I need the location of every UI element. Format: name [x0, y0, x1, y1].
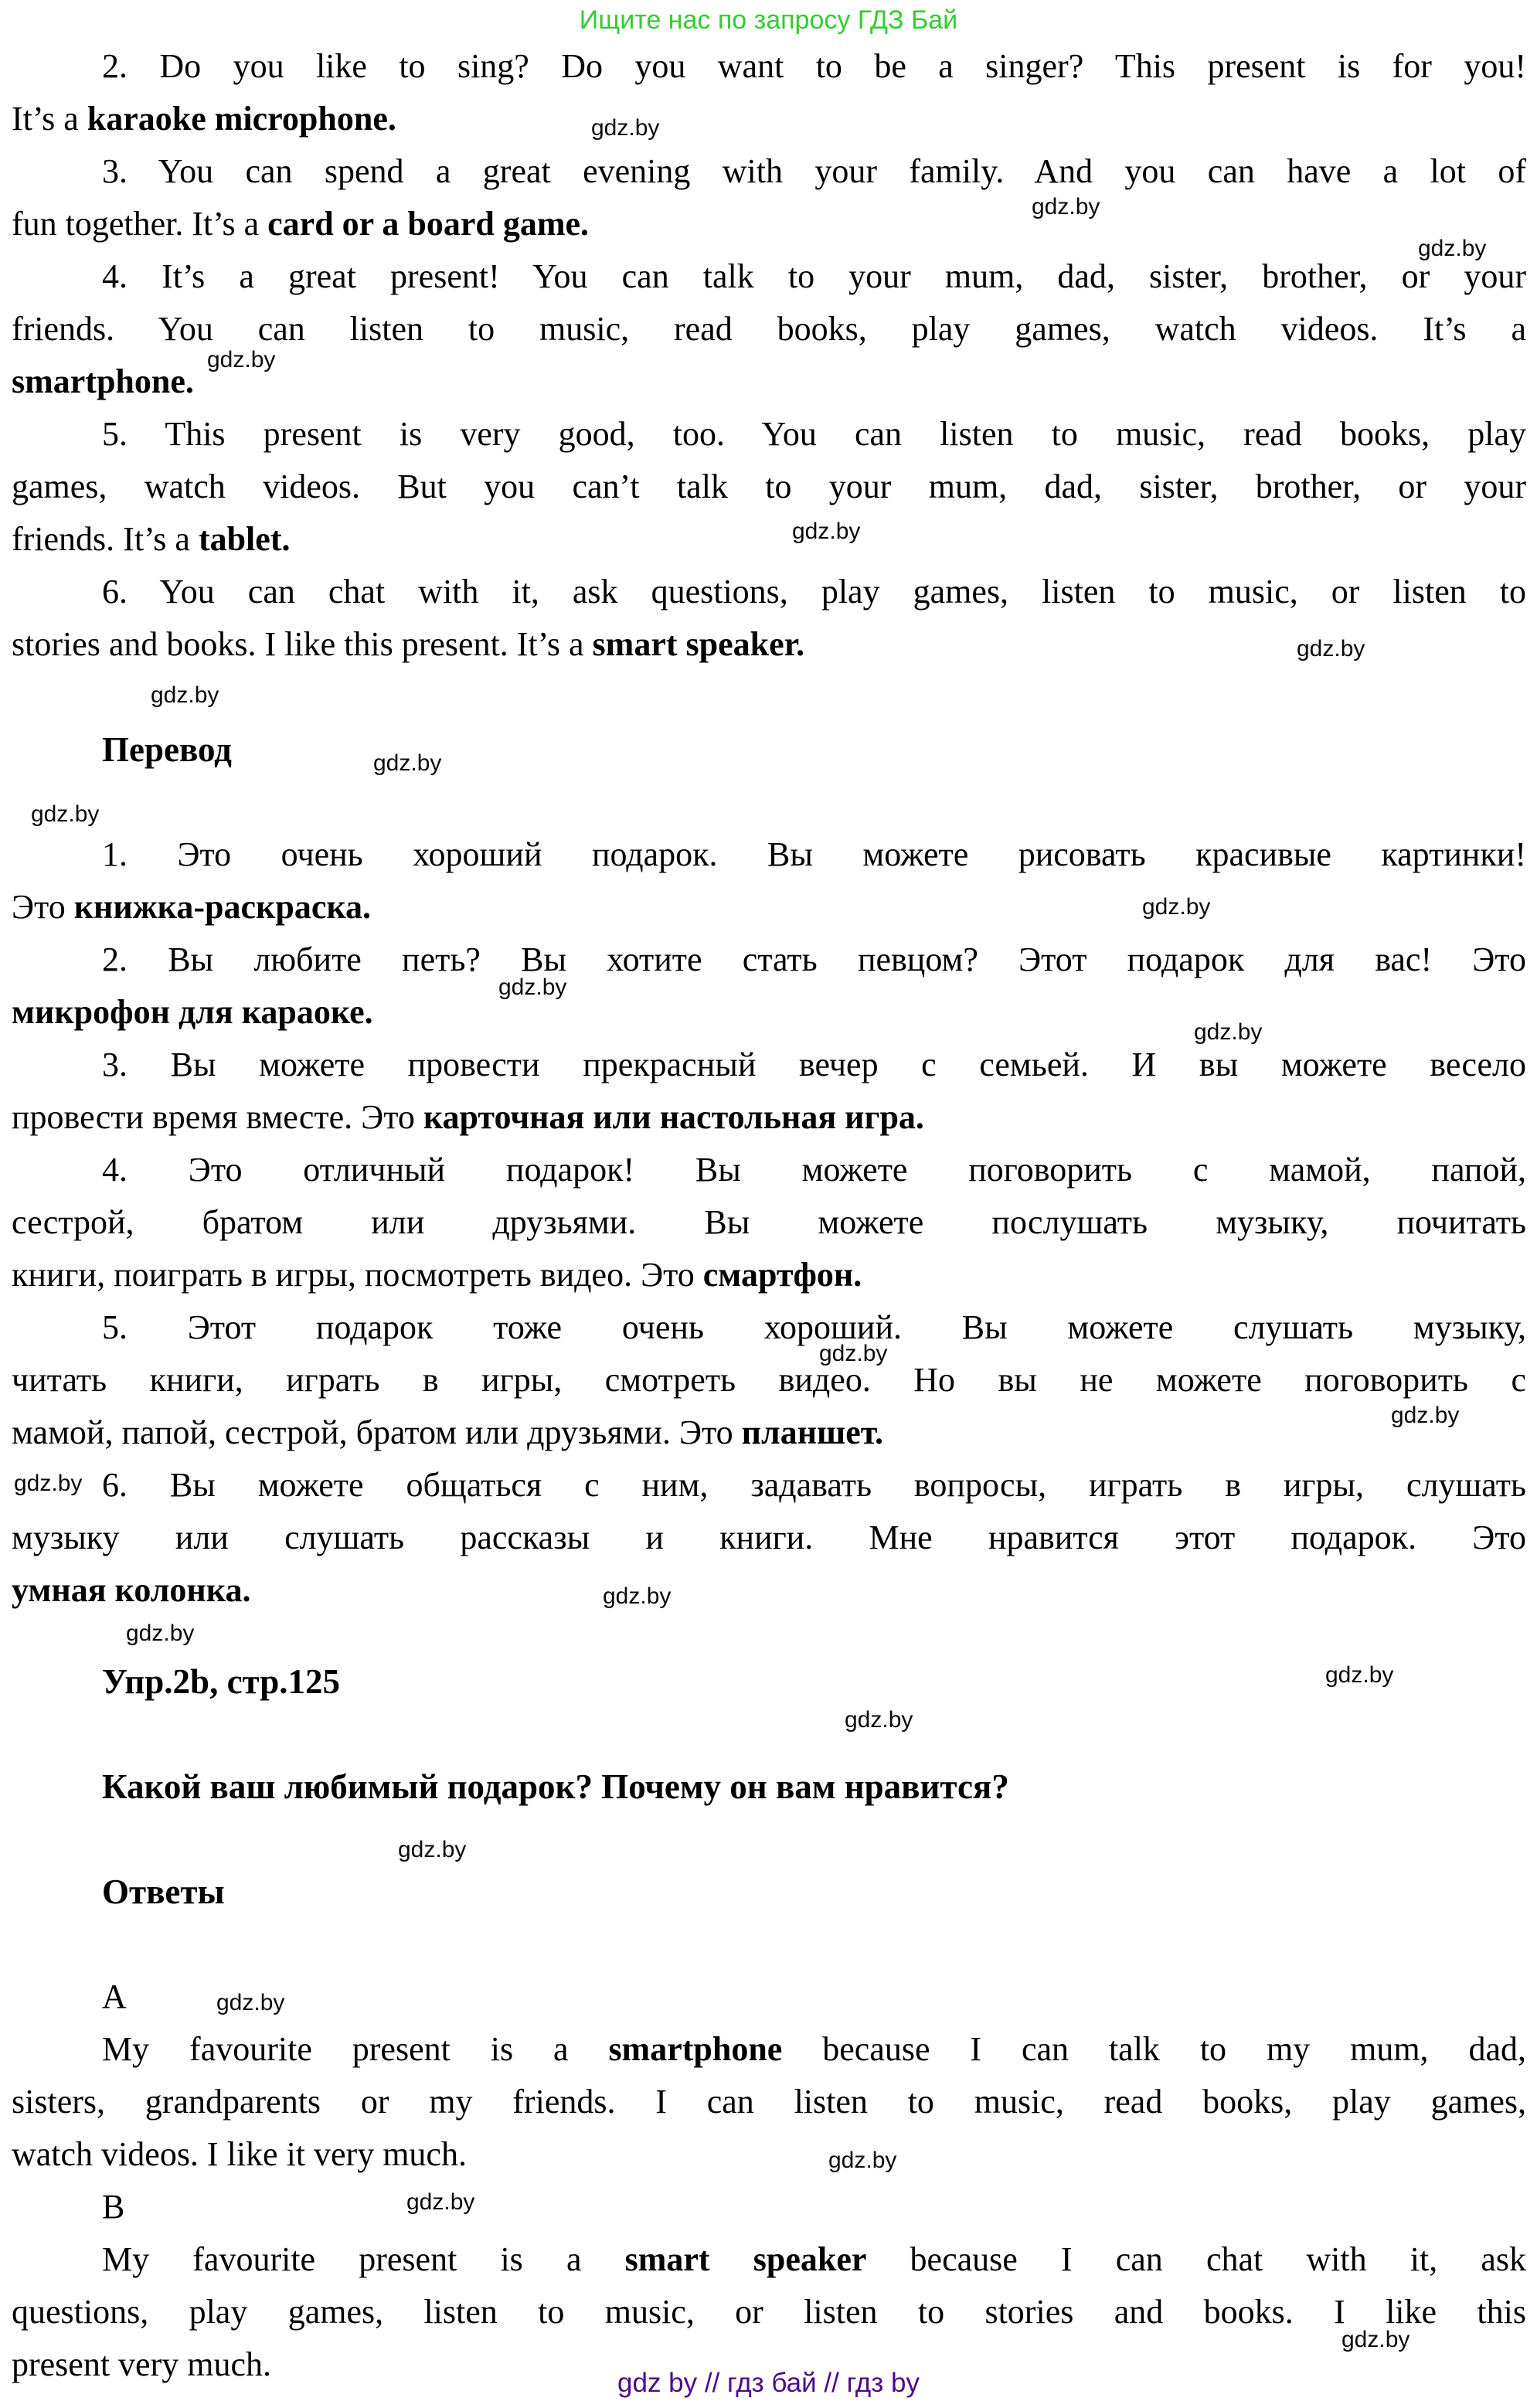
bold-text-segment: karaoke microphone. [87, 100, 396, 138]
gdz-watermark: gdz.by [151, 682, 219, 708]
paragraph-ru-4-line-3 [0, 1249, 1537, 1301]
document-body [0, 40, 1537, 2391]
text-segment: книги, поиграть в игры, посмотреть видео. Это [12, 1256, 703, 1294]
bold-text-segment: умная колонка. [12, 1571, 251, 1609]
gdz-watermark: gdz.by [207, 347, 276, 372]
paragraph-ru-2-line-2 [0, 986, 1537, 1039]
text-segment: провести время вместе. Это [12, 1098, 423, 1136]
gdz-watermark: gdz.by [1391, 1403, 1460, 1428]
bold-text-segment: Какой ваш любимый подарок? Почему он вам нравится? [102, 1767, 1009, 1806]
gdz-watermark: gdz.by [845, 1707, 913, 1733]
answer-a-line-1 [0, 2023, 1537, 2076]
exercise-reference [0, 1655, 1537, 1708]
bold-text-segment: смартфон. [702, 1256, 862, 1294]
paragraph-en-2-line-1 [0, 40, 1537, 93]
answer-label-b [0, 2181, 1537, 2233]
text-segment: My favourite present is a [102, 2030, 609, 2068]
paragraph-en-5-line-2 [0, 461, 1537, 513]
paragraph-en-3-line-1 [0, 145, 1537, 198]
text-segment: 3. Вы можете провести прекрасный вечер с семьей. И вы можете весело [102, 1046, 1526, 1083]
gdz-watermark: gdz.by [1142, 894, 1211, 920]
gdz-watermark: gdz.by [1194, 1019, 1263, 1045]
paragraph-ru-5-line-2 [0, 1354, 1537, 1406]
text-segment: 1. Это очень хороший подарок. Вы можете рисовать красивые картинки! [102, 835, 1526, 873]
gdz-watermark: gdz.by [373, 750, 442, 776]
paragraph-ru-5-line-1 [0, 1301, 1537, 1354]
bold-text-segment: smartphone. [12, 362, 194, 400]
paragraph-ru-3-line-2 [0, 1091, 1537, 1144]
bold-text-segment: smartphone [608, 2030, 783, 2068]
paragraph-en-4-line-1 [0, 250, 1537, 303]
gdz-watermark: gdz.by [498, 974, 567, 1000]
text-segment: читать книги, играть в игры, смотреть видео. Но вы не можете поговорить с [12, 1361, 1526, 1399]
paragraph-en-3-line-2 [0, 198, 1537, 250]
text-segment: 4. It’s a great present! You can talk to your mum, dad, sister, brother, or your [102, 257, 1526, 295]
text-segment: stories and books. I like this present. It’s a [12, 625, 593, 663]
gdz-watermark: gdz.by [406, 2189, 475, 2215]
text-segment: sisters, grandparents or my friends. I can listen to music, read books, play games, [12, 2083, 1526, 2121]
paragraph-ru-4-line-2 [0, 1196, 1537, 1249]
text-segment: A [102, 1978, 127, 2015]
bold-text-segment: tablet. [198, 520, 291, 558]
text-segment: because I can talk to my mum, dad, [782, 2030, 1526, 2068]
text-segment: friends. It’s a [12, 520, 199, 558]
text-segment: questions, play games, listen to music, or listen to stories and books. I like this [12, 2293, 1526, 2331]
paragraph-ru-1-line-2 [0, 881, 1537, 934]
paragraph-en-2-line-2 [0, 93, 1537, 145]
text-segment: 4. Это отличный подарок! Вы можете поговорить с мамой, папой, [102, 1151, 1526, 1189]
gdz-watermark: gdz.by [1418, 236, 1487, 261]
text-segment: friends. You can listen to music, read books, play games, watch videos. It’s a [12, 310, 1526, 348]
gdz-watermark: gdz.by [1325, 1662, 1394, 1688]
bold-text-segment: Перевод [102, 730, 232, 769]
text-segment: present very much. [12, 2345, 271, 2383]
gdz-watermark: gdz.by [14, 1471, 83, 1496]
text-segment: 6. You can chat with it, ask questions, play games, listen to music, or listen to [102, 573, 1526, 611]
paragraph-ru-6-line-3 [0, 1564, 1537, 1617]
text-segment: сестрой, братом или друзьями. Вы можете послушать музыку, почитать [12, 1203, 1526, 1241]
bold-text-segment: smart speaker. [592, 625, 805, 663]
text-segment: 2. Do you like to sing? Do you want to be a singer? This present is for you! [102, 47, 1526, 85]
paragraph-en-5-line-1 [0, 408, 1537, 461]
bold-text-segment: карточная или настольная игра. [423, 1098, 924, 1136]
text-segment: 5. This present is very good, too. You can listen to music, read books, play [102, 415, 1526, 453]
question-heading [0, 1760, 1537, 1813]
gdz-watermark: gdz.by [398, 1837, 467, 1862]
bold-text-segment: планшет. [741, 1413, 884, 1451]
text-segment: It’s a [12, 100, 87, 138]
answer-a-line-2 [0, 2076, 1537, 2128]
paragraph-ru-1-line-1 [0, 828, 1537, 881]
gdz-watermark: gdz.by [603, 1583, 672, 1609]
gdz-watermark: gdz.by [31, 801, 100, 827]
bold-text-segment: card or a board game. [267, 205, 590, 243]
gdz-watermark: gdz.by [216, 1990, 285, 2015]
paragraph-ru-4-line-1 [0, 1144, 1537, 1196]
text-segment: 3. You can spend a great evening with your family. And you can have a lot of [102, 152, 1526, 190]
text-segment: 2. Вы любите петь? Вы хотите стать певцом? Этот подарок для вас! Это [102, 940, 1526, 978]
paragraph-ru-5-line-3 [0, 1406, 1537, 1459]
text-segment: 6. Вы можете общаться с ним, задавать вопросы, играть в игры, слушать [102, 1466, 1526, 1504]
text-segment: watch videos. I like it very much. [12, 2135, 467, 2173]
gdz-watermark: gdz.by [792, 519, 861, 544]
heading-translation [0, 723, 1537, 776]
text-segment: fun together. It’s a [12, 205, 268, 243]
answer-b-line-2 [0, 2286, 1537, 2338]
answer-a-line-3 [0, 2128, 1537, 2181]
text-segment: мамой, папой, сестрой, братом или друзьями. Это [12, 1413, 742, 1451]
paragraph-ru-2-line-1 [0, 934, 1537, 986]
gdz-watermark: gdz.by [1032, 194, 1100, 219]
text-segment: because I can chat with it, ask [866, 2240, 1527, 2278]
text-segment: Это [12, 888, 74, 926]
answers-heading [0, 1866, 1537, 1918]
text-segment: 5. Этот подарок тоже очень хороший. Вы можете слушать музыку, [102, 1308, 1526, 1346]
bold-text-segment: smart speaker [624, 2240, 867, 2278]
text-segment: B [102, 2188, 125, 2226]
paragraph-en-6-line-1 [0, 566, 1537, 618]
paragraph-ru-3-line-1 [0, 1039, 1537, 1091]
gdz-watermark: gdz.by [828, 2148, 897, 2173]
gdz-watermark: gdz.by [126, 1621, 195, 1646]
promo-banner-text: Ищите нас по запросу ГДЗ Бай [579, 5, 958, 35]
gdz-watermark: gdz.by [1297, 636, 1365, 662]
paragraph-en-5-line-3 [0, 513, 1537, 566]
text-segment: музыку или слушать рассказы и книги. Мне нравится этот подарок. Это [12, 1519, 1526, 1556]
bold-text-segment: микрофон для караоке. [12, 993, 373, 1031]
text-segment: My favourite present is a [102, 2240, 625, 2278]
bold-text-segment: Упр.2b, стр.125 [102, 1662, 340, 1701]
bold-text-segment: Ответы [102, 1872, 225, 1911]
answer-b-line-1 [0, 2233, 1537, 2286]
paragraph-ru-6-line-1 [0, 1459, 1537, 1512]
gdz-watermark: gdz.by [591, 115, 660, 141]
paragraph-ru-6-line-2 [0, 1512, 1537, 1564]
text-segment: games, watch videos. But you can’t talk to your mum, dad, sister, brother, or your [12, 468, 1526, 505]
gdz-watermark: gdz.by [1341, 2327, 1410, 2352]
footer-banner-text: gdz by // гдз бай // гдз by [617, 2368, 920, 2398]
gdz-watermark: gdz.by [819, 1341, 888, 1366]
bold-text-segment: книжка-раскраска. [73, 888, 372, 926]
